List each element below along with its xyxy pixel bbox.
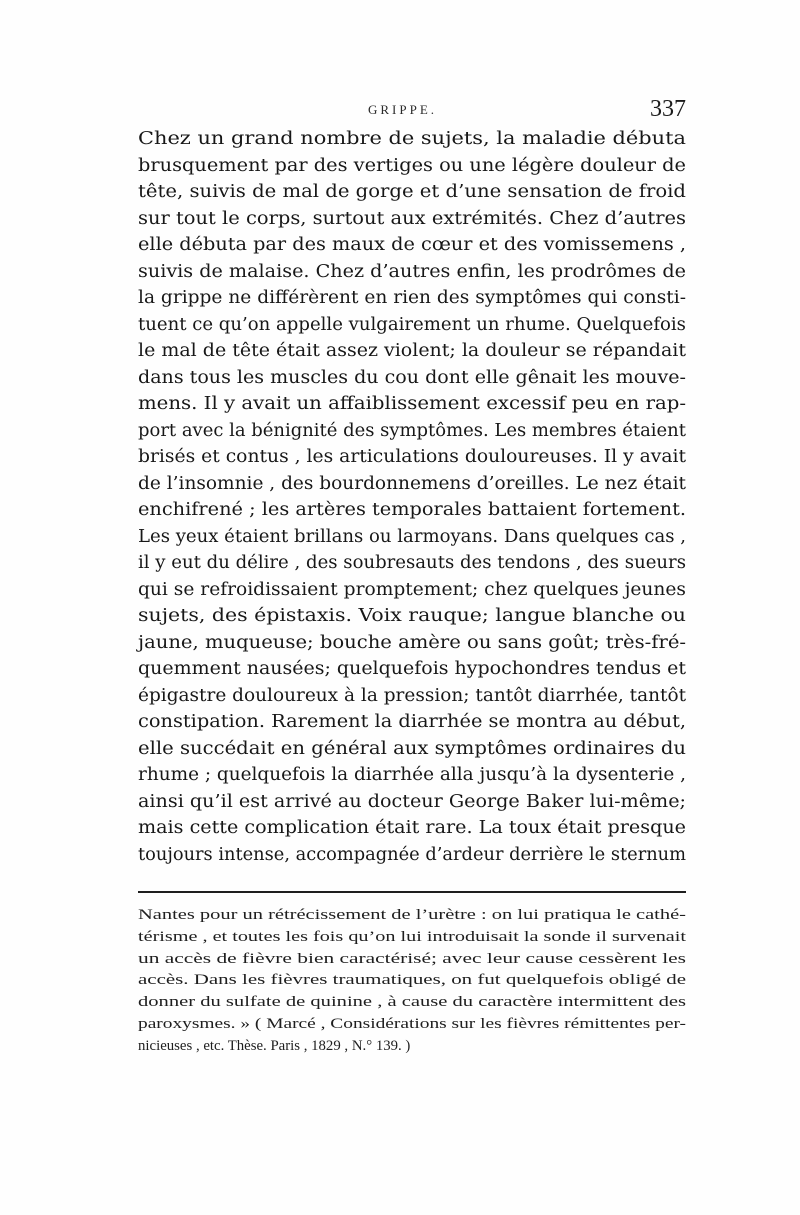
body-line: Les yeux étaient brillans ou larmoyans. Dans quelques cas , <box>138 525 687 547</box>
body-line: ainsi qu’il est arrivé au docteur George Baker lui-même; <box>138 790 686 812</box>
main-text <box>138 126 686 868</box>
footnote-line: accès. Dans les fièvres traumatiques, on fut quelquefois obligé de <box>138 972 687 989</box>
running-title: GRIPPE. <box>368 102 438 117</box>
footnote <box>138 905 686 1058</box>
body-line: tête, suivis de mal de gorge et d’une sensation de froid <box>138 181 686 202</box>
body-line: qui se refroidissaient promptement; chez quelques jeunes <box>138 578 686 600</box>
footnote-line: térisme , et toutes les fois qu’on lui introduisait la sonde il survenait <box>138 928 686 945</box>
footnote-rule <box>138 891 686 893</box>
body-line: tuent ce qu’on appelle vulgairement un rhume. Quelquefois <box>138 313 686 335</box>
footnote-line: un accès de fièvre bien caractérisé; avec leur cause cessèrent les <box>138 950 687 967</box>
body-line: toujours intense, accompagnée d’ardeur derrière le sternum <box>138 843 687 865</box>
footnote-line: paroxysmes. » ( Marcé , Considérations sur les fièvres rémittentes per- <box>138 1015 687 1032</box>
body-line: mens. Il y avait un affaiblissement excessif peu en rap- <box>138 393 687 414</box>
body-line: enchifrené ; les artères temporales battaient fortement. <box>138 499 687 520</box>
footnote-line: donner du sulfate de quinine , à cause du caractère intermittent des <box>138 994 686 1011</box>
body-line: jaune, muqueuse; bouche amère ou sans goût; très-fré- <box>138 631 687 653</box>
running-head <box>138 96 686 124</box>
body-line: brisés et contus , les articulations douloureuses. Il y avait <box>138 446 687 467</box>
body-line: port avec la bénignité des symptômes. Les membres étaient <box>138 419 686 441</box>
body-line: épigastre douloureux à la pression; tantôt diarrhée, tantôt <box>138 684 687 706</box>
page-number: 337 <box>650 96 686 122</box>
body-line: elle succédait en général aux symptômes ordinaires du <box>138 737 687 759</box>
footnote-line: nicieuses , etc. Thèse. Paris , 1829 , N.° 139. ) <box>138 1037 411 1054</box>
body-line: rhume ; quelquefois la diarrhée alla jusqu’à la dysenterie , <box>138 764 686 785</box>
body-line: suivis de malaise. Chez d’autres enfin, les prodrômes de <box>138 260 686 282</box>
body-line: Chez un grand nombre de sujets, la maladie débuta <box>138 128 686 149</box>
body-line: constipation. Rarement la diarrhée se montra au début, <box>138 711 686 732</box>
body-line: sur tout le corps, surtout aux extrémités. Chez d’autres <box>138 207 687 229</box>
body-line: quemment nausées; quelquefois hypochondres tendus et <box>138 658 686 679</box>
body-line: le mal de tête était assez violent; la douleur se répandait <box>138 340 686 361</box>
body-line: elle débuta par des maux de cœur et des vomissemens , <box>138 234 687 255</box>
footnote-line: Nantes pour un rétrécissement de l’urètre : on lui pratiqua le cathé- <box>138 907 686 923</box>
body-line: la grippe ne différèrent en rien des symptômes qui consti- <box>138 287 686 308</box>
body-line: de l’insomnie , des bourdonnemens d’oreilles. Le nez était <box>138 472 686 494</box>
body-line: sujets, des épistaxis. Voix rauque; langue blanche ou <box>138 605 686 626</box>
body-line: dans tous les muscles du cou dont elle gênait les mouve- <box>138 366 686 388</box>
body-line: mais cette complication était rare. La toux était presque <box>138 817 686 838</box>
body-line: brusquement par des vertiges ou une légère douleur de <box>138 154 686 176</box>
body-line: il y eut du délire , des soubresauts des tendons , des sueurs <box>138 552 686 573</box>
